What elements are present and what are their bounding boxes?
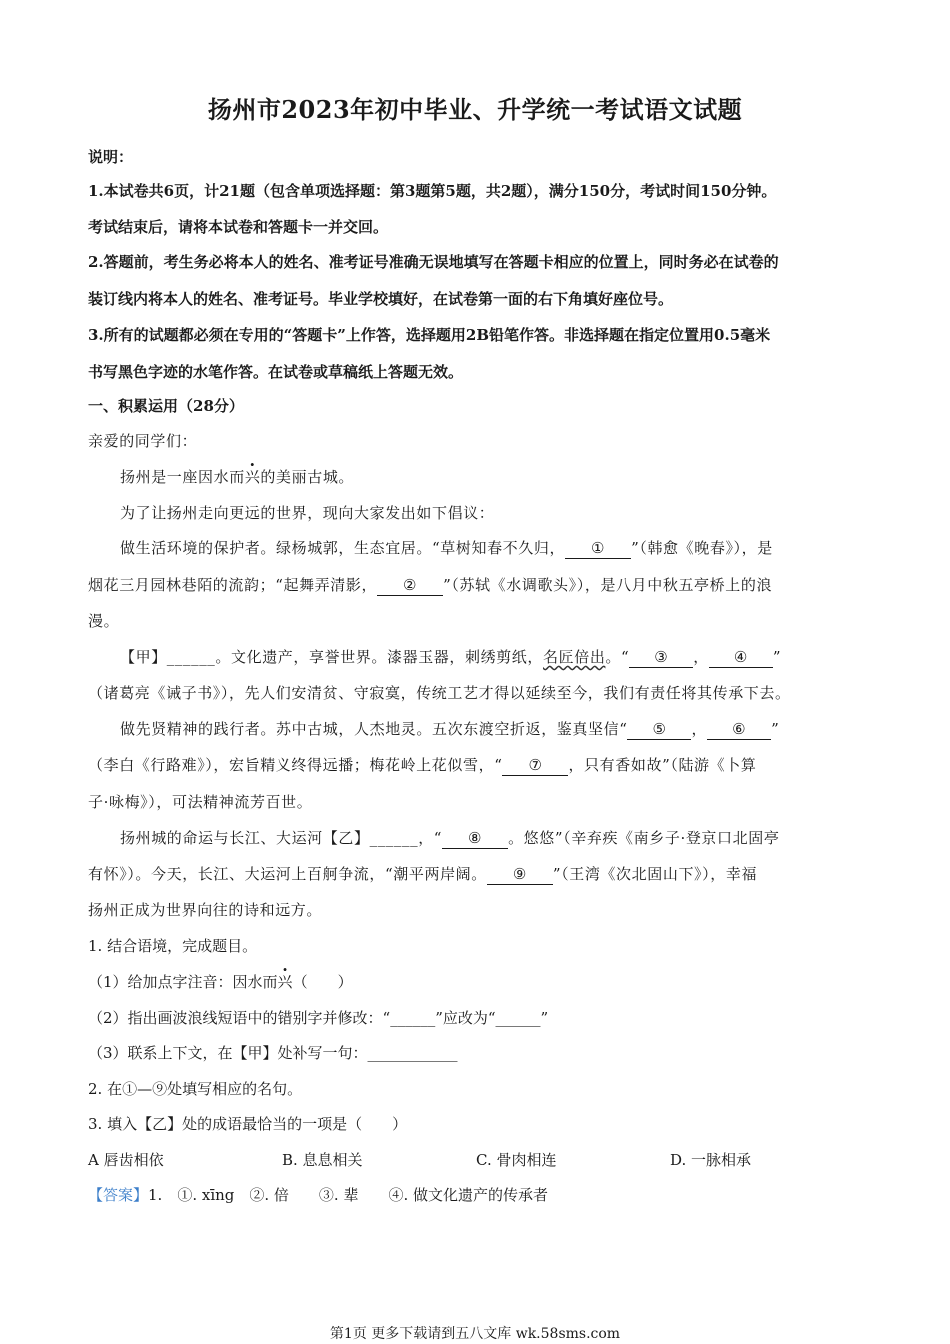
passage-greeting: 亲爱的同学们：	[88, 432, 198, 450]
text-span: ”	[771, 720, 780, 738]
blank-4: ④	[709, 647, 773, 668]
dotted-char: 兴	[277, 973, 293, 991]
note-2a: 2.答题前，考生务必将本人的姓名、准考证号准确无误地填写在答题卡相应的位置上，同时务必在试卷的	[88, 253, 779, 271]
text-span: ”（韩愈《晚春》），是	[631, 539, 773, 557]
blank-3: ③	[629, 647, 693, 668]
note-1a: 1.本试卷共6页，计21题（包含单项选择题：第3题第5题，共2题），满分150分，考试时间150分钟。	[88, 182, 777, 200]
text-span: 扬州是一座因水而	[120, 468, 245, 486]
page-title: 扬州市2023年初中毕业、升学统一考试语文试题	[207, 95, 743, 124]
question-3: 3. 填入【乙】处的成语最恰当的一项是（ ）	[88, 1115, 408, 1133]
passage-line-5b	[88, 755, 868, 776]
question-1: 1. 结合语境，完成题目。	[88, 937, 258, 955]
text-span: ”（苏轼《水调歌头》），是八月中秋五亭桥上的浪	[443, 576, 773, 594]
note-3b: 书写黑色字迹的水笔作答。在试卷或草稿纸上答题无效。	[88, 363, 464, 381]
text-span: 做生活环境的保护者。绿杨城郭，生态宜居。“草树知春不久归，	[120, 539, 566, 557]
blank-5: ⑤	[627, 719, 691, 740]
text-span: ”	[772, 648, 782, 666]
wavy-phrase: 名匠倍出	[543, 648, 606, 666]
text-span: 。“	[605, 648, 630, 666]
text-span: 【甲】______。文化遗产，享誉世界。漆器玉器，刺绣剪纸，	[120, 648, 544, 666]
text-span: ，只有香如故”（陆游《卜算	[568, 756, 757, 774]
page-footer: 第1页 更多下载请到五八文库 wk.58sms.com	[329, 1326, 621, 1342]
blank-1: ①	[565, 538, 631, 559]
passage-line-6c: 扬州正成为世界向往的诗和远方。	[88, 901, 323, 919]
text-span: ”（王湾《次北固山下》），幸福	[552, 865, 758, 883]
text-span: （ ）	[292, 973, 353, 991]
passage-line-3a	[120, 538, 900, 559]
passage-line-4b: （诸葛亮《诫子书》），先人们安清贫、守寂寞，传统工艺才得以延续至今，我们有责任将其传承下去。	[88, 684, 791, 702]
text-span: （1）给加点字注音：因水而	[88, 973, 278, 991]
note-2b: 装订线内将本人的姓名、准考证号。毕业学校填好，在试卷第一面的右下角填好座位号。	[88, 290, 674, 308]
note-1b: 考试结束后，请将本试卷和答题卡一并交回。	[88, 218, 389, 236]
answer-line	[88, 1185, 868, 1205]
passage-line-4a	[120, 647, 900, 668]
blank-9: ⑨	[487, 864, 553, 885]
option-c: C. 骨肉相连	[476, 1151, 557, 1169]
option-d: D. 一脉相承	[670, 1151, 752, 1169]
note-3a: 3.所有的试题都必须在专用的“答题卡”上作答，选择题用2B铅笔作答。非选择题在指定位置用0.5毫米	[88, 326, 771, 344]
text-span: 烟花三月园林巷陌的流韵；“起舞弄清影，	[88, 576, 378, 594]
section-heading: 一、积累运用（28分）	[88, 397, 244, 415]
passage-line-3b	[88, 575, 868, 596]
question-2: 2. 在①—⑨处填写相应的名句。	[88, 1080, 303, 1098]
dotted-char: 兴	[244, 468, 261, 486]
text-span: 的美丽古城。	[260, 468, 355, 486]
text-span: 扬州城的命运与长江、大运河【乙】______，“	[120, 829, 443, 847]
question-1-2: （2）指出画波浪线短语中的错别字并修改：“______”应改为“______”	[88, 1009, 549, 1027]
blank-7: ⑦	[502, 755, 568, 776]
question-1-3: （3）联系上下文，在【甲】处补写一句：____________	[88, 1044, 458, 1062]
text-span: ，	[693, 648, 709, 666]
option-a: A 唇齿相依	[88, 1151, 164, 1169]
blank-6: ⑥	[707, 719, 771, 740]
text-span: ，	[691, 720, 708, 738]
text-span: 。悠悠”（辛弃疾《南乡子·登京口北固亭	[508, 829, 780, 847]
passage-line-5a	[120, 719, 900, 740]
answer-text: 1. ①. xīng ②. 倍 ③. 辈 ④. 做文化遗产的传承者	[148, 1186, 548, 1204]
passage-line-5c: 子·咏梅》），可法精神流芳百世。	[88, 793, 313, 811]
answer-tag: 【答案】	[88, 1186, 149, 1204]
blank-8: ⑧	[442, 828, 508, 849]
passage-line-6a	[120, 828, 900, 849]
passage-line-2: 为了让扬州走向更远的世界，现向大家发出如下倡议：	[120, 504, 495, 522]
notes-heading: 说明：	[88, 148, 134, 166]
option-b: B. 息息相关	[282, 1151, 363, 1169]
blank-2: ②	[377, 575, 443, 596]
passage-line-3c: 漫。	[88, 612, 120, 630]
text-span: 有怀》）。今天，长江、大运河上百舸争流，“潮平两岸阔。	[88, 865, 487, 883]
passage-line-1	[120, 467, 900, 487]
question-1-1	[88, 972, 868, 992]
text-span: （李白《行路难》），宏旨精义终得远播；梅花岭上花似雪，“	[88, 756, 503, 774]
passage-line-6b	[88, 864, 868, 885]
text-span: 做先贤精神的践行者。苏中古城，人杰地灵。五次东渡空折返，鉴真坚信“	[120, 720, 628, 738]
